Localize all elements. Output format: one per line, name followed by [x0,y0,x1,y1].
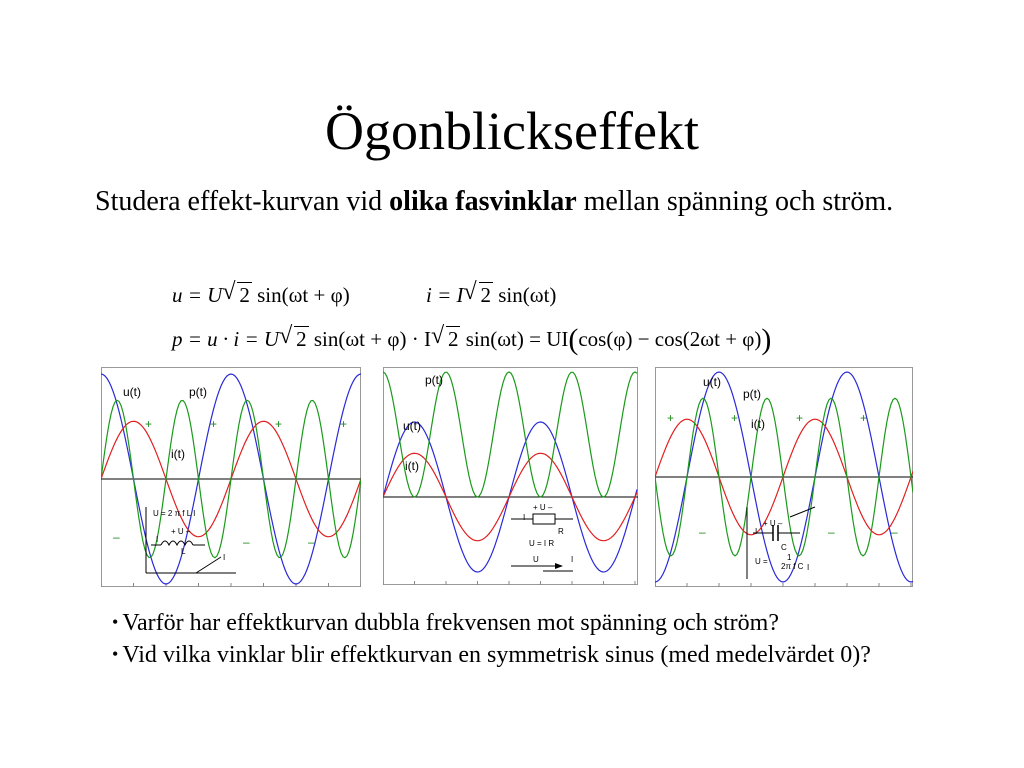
slide-title: Ögonblickseffekt [325,101,699,161]
bullet-dot: • [112,644,119,664]
formula-p-rhs2: cos(φ) − cos(2ωt + φ) [578,327,762,351]
formula-i-lhs: i = I [426,283,464,307]
caption-line: U [533,555,539,564]
caption-line: I [156,535,159,544]
caption-line: I [223,553,226,562]
waveform-panel-inductive [101,367,361,587]
formula-p-open: ( [568,323,579,356]
formula-p-close: ) [761,323,772,356]
plus-sign: + [796,411,804,425]
bullet-item [112,639,932,671]
bullet-dot: • [112,612,119,632]
circuit-capacitor [655,367,913,587]
label-p: p(t) [743,387,761,401]
caption-line: + U – [763,519,783,528]
formula-i [426,282,556,308]
caption-line: U = I R [529,539,555,548]
minus-sign: – [308,535,315,549]
formula-p-mid: sin(ωt + φ) · I [308,327,431,351]
minus-sign: – [699,525,706,539]
caption-line: I [523,513,526,522]
plus-sign: + [275,417,283,431]
caption-line: L [181,547,186,556]
formula-u-sqrt: 2 [239,283,250,307]
caption-line: R [558,527,564,536]
minus-sign: – [113,530,120,544]
intro-bold: olika fasvinklar [389,186,577,217]
formula-p-lhs: p = u · i = U [172,327,280,351]
caption-line: I [807,563,810,572]
formula-u [172,282,350,308]
formula-i-sqrt: 2 [480,283,491,307]
sqrt-symbol [466,282,494,308]
sqrt-symbol [433,326,461,352]
label-u: u(t) [703,375,721,389]
formula-p-sqrt1: 2 [296,327,307,351]
caption-line: 1 [787,553,792,562]
label-i: i(t) [405,459,419,473]
bullet-list [112,607,932,671]
label-u: u(t) [403,419,421,433]
formula-p-sqrt2: 2 [447,327,459,351]
intro-pre: Studera effekt-kurvan vid [95,186,390,217]
plus-sign: + [340,417,348,431]
label-p: p(t) [189,385,207,399]
label-p: p(t) [425,373,443,387]
formula-p [172,323,772,356]
label-i: i(t) [171,447,185,461]
plus-sign: + [667,411,675,425]
caption-line: I [755,527,758,536]
circuit-resistor [383,367,638,585]
bullet-text: Varför har effektkurvan dubbla frekvensen mot spänning och ström? [122,610,779,636]
bullet-item [112,607,932,639]
plus-sign: + [210,417,218,431]
label-i: i(t) [751,417,765,431]
circuit-inductor [101,367,361,587]
caption-line: + U – [171,527,191,536]
waveform-panel-capacitive [655,367,913,587]
minus-sign: – [828,525,835,539]
sqrt-symbol [224,282,252,308]
formula-i-rhs: sin(ωt) [493,283,557,307]
formula-u-rhs: sin(ωt + φ) [251,283,350,307]
minus-sign: – [243,535,250,549]
plus-sign: + [731,411,739,425]
caption-line: 2π f C [781,562,804,571]
minus-sign: – [891,525,898,539]
formula-p-rhs1: sin(ωt) = UI [460,327,569,351]
formula-u-lhs: u = U [172,283,223,307]
caption-line: I [571,555,574,564]
waveform-panel-resistive [383,367,638,585]
label-u: u(t) [123,385,141,399]
caption-line: U = [755,557,768,566]
caption-line: + U – [533,503,553,512]
intro-text [95,184,925,220]
caption-line: C [781,543,787,552]
bullet-text: Vid vilka vinklar blir effektkurvan en symmetrisk sinus (med medelvärdet 0)? [122,642,871,668]
plus-sign: + [145,417,153,431]
plus-sign: + [860,411,868,425]
sqrt-symbol [281,326,309,352]
intro-post: mellan spänning och ström. [576,186,894,217]
caption-line: U = 2 π f L I [153,509,196,518]
